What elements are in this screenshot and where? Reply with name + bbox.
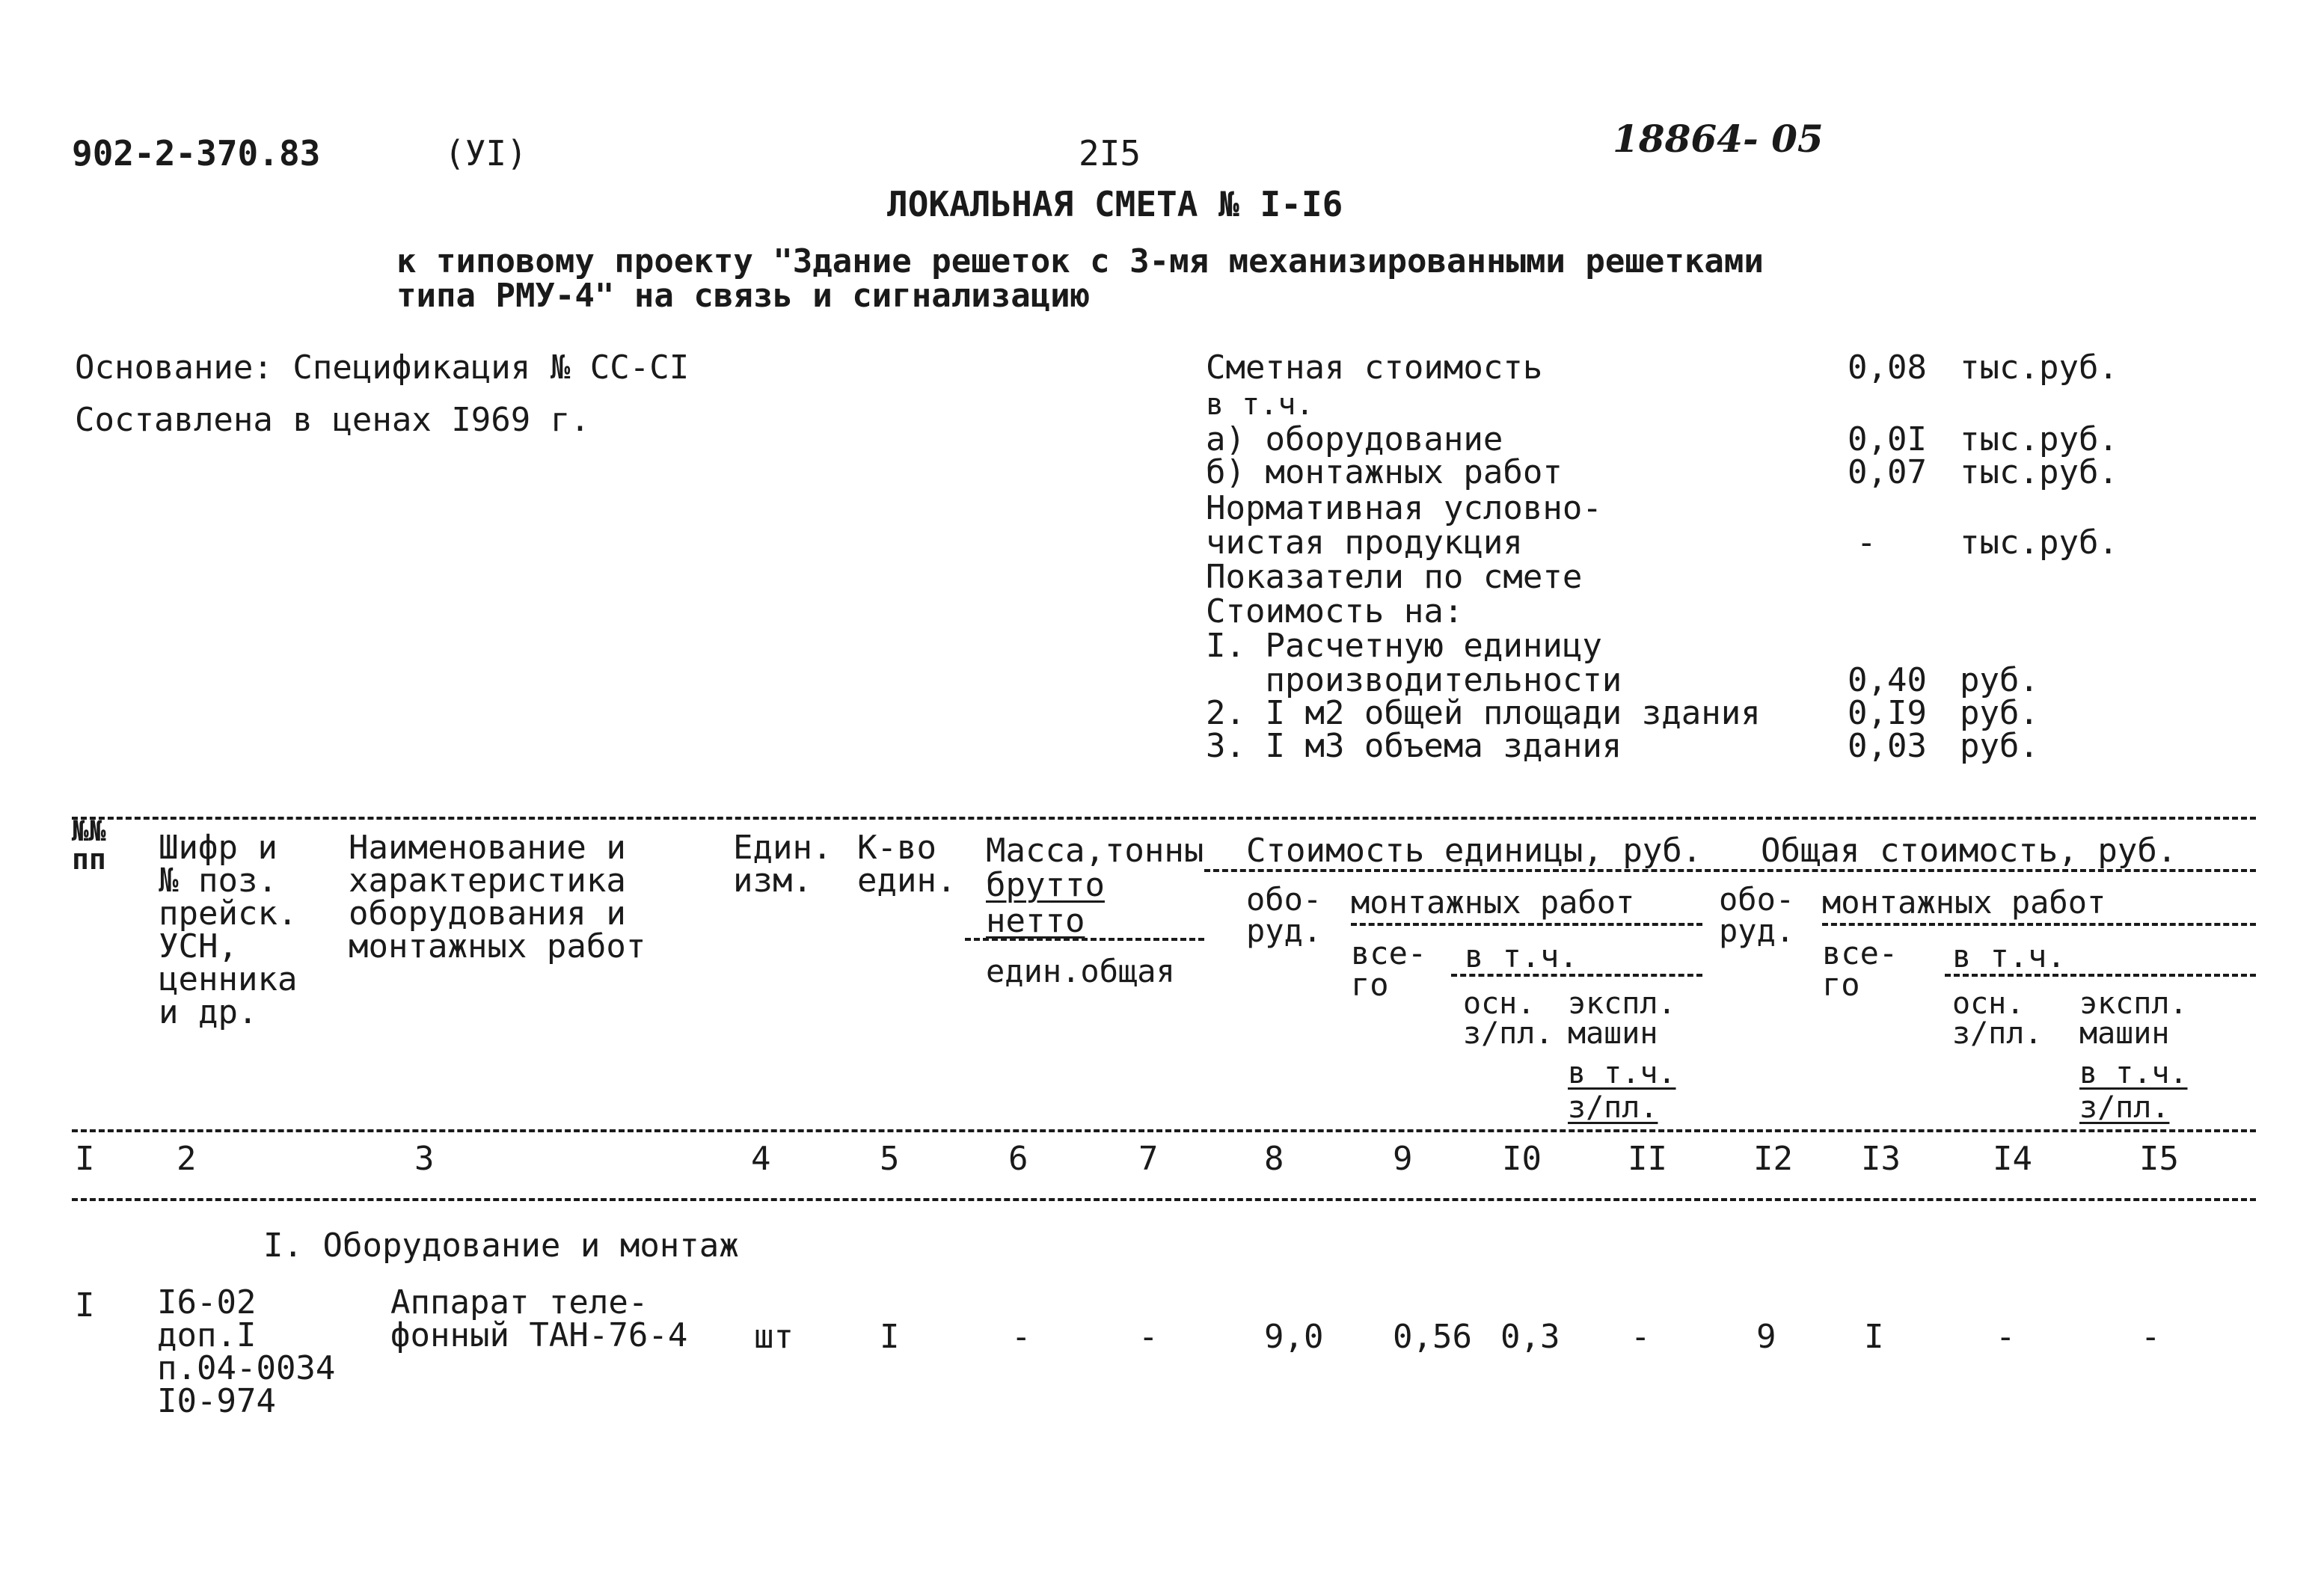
- header-incl-unit: в т.ч.: [1465, 938, 1578, 974]
- header-mass-sub: един.общая: [986, 953, 1175, 989]
- estimate-title: ЛОКАЛЬНАЯ СМЕТА № I-I6: [887, 184, 1343, 224]
- row-base-pay-total: -: [1996, 1318, 2016, 1356]
- row-mass-total: -: [1138, 1318, 1159, 1356]
- header-row-number: №№ пп: [72, 814, 106, 876]
- summary-unit: руб.: [1960, 694, 2039, 732]
- header-total-cost: Общая стоимость, руб.: [1761, 832, 2177, 870]
- summary-label: Сметная стоимость: [1206, 349, 1543, 387]
- column-number: I2: [1753, 1140, 1793, 1178]
- summary-unit: руб.: [1960, 661, 2039, 699]
- summary-label: в т.ч.: [1206, 387, 1314, 422]
- summary-unit: тыс.руб.: [1960, 453, 2118, 491]
- summary-label: а) оборудование: [1206, 420, 1503, 458]
- header-name: Наименование и характеристика оборудования и монтажных работ: [349, 829, 646, 966]
- column-number: 2: [177, 1140, 197, 1178]
- column-number: 9: [1393, 1140, 1413, 1178]
- column-number: I3: [1861, 1140, 1901, 1178]
- summary-value: -: [1857, 524, 1877, 562]
- column-number: 3: [414, 1140, 435, 1178]
- header-machines-pay-unit: з/пл.: [1568, 1090, 1658, 1125]
- section-title: I. Оборудование и монтаж: [263, 1227, 739, 1265]
- handwritten-number: 18864- 05: [1613, 117, 1824, 161]
- basis-line: Основание: Спецификация № СС-СI: [75, 349, 690, 387]
- column-number: I4: [1993, 1140, 2032, 1178]
- summary-value: 0,40: [1848, 661, 1927, 699]
- mont-total-rule: [1822, 923, 2256, 926]
- row-machines-total: -: [2141, 1318, 2161, 1356]
- header-bottom-rule: [72, 1129, 2256, 1132]
- header-machines-incl-unit: в т.ч.: [1568, 1056, 1676, 1090]
- header-mass: Масса,тонны: [986, 832, 1204, 870]
- summary-value: 0,07: [1848, 453, 1927, 491]
- row-machines: -: [1631, 1318, 1651, 1356]
- summary-unit: руб.: [1960, 727, 2039, 765]
- column-number: 8: [1264, 1140, 1284, 1178]
- summary-label: Показатели по смете: [1206, 558, 1583, 596]
- header-incl-total: в т.ч.: [1952, 938, 2066, 974]
- album-number: (УI): [444, 133, 527, 174]
- summary-unit: тыс.руб.: [1960, 349, 2118, 387]
- summary-value: 0,08: [1848, 349, 1927, 387]
- cost-rule: [1204, 869, 2256, 872]
- summary-label: б) монтажных работ: [1206, 453, 1563, 491]
- header-code: Шифр и № поз. прейск. УСН, ценника и др.: [159, 829, 298, 1031]
- summary-label: 3. I м3 объема здания: [1206, 727, 1622, 765]
- page-number: 2I5: [1079, 133, 1141, 174]
- column-number: I: [75, 1140, 95, 1178]
- subtitle-line-2: типа РМУ-4" на связь и сигнализацию: [396, 277, 1091, 315]
- summary-value: 0,0I: [1848, 420, 1927, 458]
- header-equip-total: обо- руд.: [1719, 881, 1795, 949]
- summary-label: производительности: [1206, 661, 1622, 699]
- header-quantity: К-во един.: [857, 829, 957, 900]
- mont-unit-rule: [1351, 923, 1702, 926]
- summary-label: Нормативная условно-: [1206, 489, 1602, 527]
- row-mass-unit: -: [1011, 1318, 1031, 1356]
- column-number: II: [1628, 1140, 1667, 1178]
- header-unit: Един. изм.: [733, 829, 833, 900]
- row-equip-unit: 9,0: [1264, 1318, 1324, 1356]
- header-machines-unit: экспл. машин: [1568, 986, 1676, 1051]
- summary-label: Стоимость на:: [1206, 592, 1464, 630]
- row-name: Аппарат теле- фонный ТАН-76-4: [390, 1283, 688, 1354]
- summary-value: 0,03: [1848, 727, 1927, 765]
- summary-unit: тыс.руб.: [1960, 524, 2118, 562]
- header-unit-cost: Стоимость единицы, руб.: [1246, 832, 1702, 870]
- header-total-total: все- го: [1822, 935, 1898, 1003]
- header-mass-brutto: брутто: [986, 866, 1105, 904]
- column-number: I0: [1502, 1140, 1542, 1178]
- mass-rule: [965, 938, 1204, 941]
- column-number: 7: [1138, 1140, 1159, 1178]
- row-mont-total-all: I: [1864, 1318, 1884, 1356]
- header-base-pay-unit: осн. з/пл.: [1463, 986, 1554, 1051]
- subtitle-line-1: к типовому проекту "Здание решеток с 3-мя механизированными решетками: [396, 242, 1764, 280]
- incl-unit-rule: [1451, 974, 1702, 977]
- header-machines-incl-total: в т.ч.: [2079, 1056, 2188, 1090]
- header-mont-unit: монтажных работ: [1351, 884, 1635, 921]
- column-number: 6: [1008, 1140, 1028, 1178]
- row-base-pay: 0,3: [1500, 1318, 1560, 1356]
- summary-label: 2. I м2 общей площади здания: [1206, 694, 1761, 732]
- column-number: 5: [880, 1140, 900, 1178]
- row-equip-total: 9: [1756, 1318, 1776, 1356]
- prices-line: Составлена в ценах I969 г.: [75, 401, 590, 439]
- header-mass-netto: нетто: [986, 902, 1085, 940]
- header-equip-unit: обо- руд.: [1246, 881, 1322, 949]
- row-unit: шт: [754, 1318, 794, 1356]
- row-quantity: I: [880, 1318, 900, 1356]
- numbers-bottom-rule: [72, 1198, 2256, 1201]
- column-number: 4: [751, 1140, 771, 1178]
- header-machines-total: экспл. машин: [2079, 986, 2188, 1051]
- header-base-pay-total: осн. з/пл.: [1952, 986, 2043, 1051]
- summary-unit: тыс.руб.: [1960, 420, 2118, 458]
- row-code: I6-02 доп.I п.04-0034 I0-974: [157, 1283, 336, 1420]
- header-total-unit: все- го: [1351, 935, 1427, 1003]
- header-mont-total: монтажных работ: [1822, 884, 2106, 921]
- incl-total-rule: [1945, 974, 2256, 977]
- header-machines-pay-total: з/пл.: [2079, 1090, 2170, 1125]
- summary-value: 0,I9: [1848, 694, 1927, 732]
- row-number: I: [75, 1286, 95, 1325]
- table-top-rule: [72, 817, 2256, 820]
- summary-label: I. Расчетную единицу: [1206, 627, 1602, 665]
- column-number: I5: [2139, 1140, 2179, 1178]
- project-code: 902-2-370.83: [72, 133, 321, 174]
- summary-label: чистая продукция: [1206, 524, 1523, 562]
- row-mont-total: 0,56: [1393, 1318, 1472, 1356]
